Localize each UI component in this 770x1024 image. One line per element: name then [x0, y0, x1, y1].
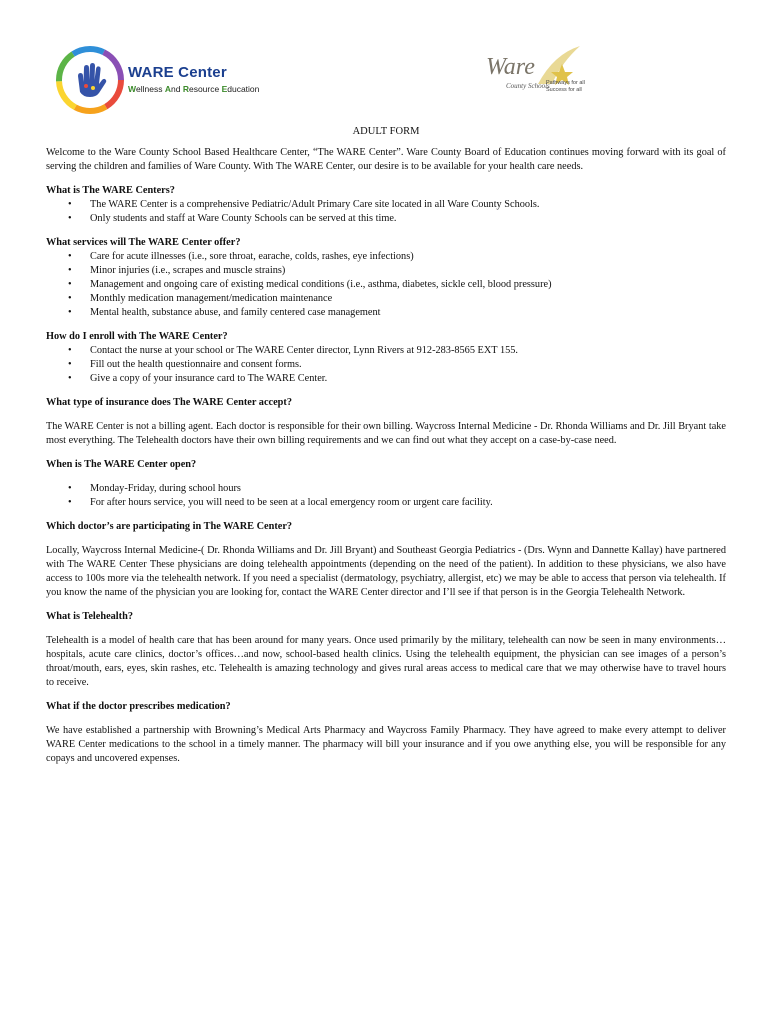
section-enroll — [46, 330, 726, 386]
section-heading: Which doctor’s are participating in The WARE Center? — [46, 521, 293, 532]
section-medication — [46, 700, 726, 766]
section-telehealth — [46, 610, 726, 690]
section-open — [46, 458, 726, 510]
intro-paragraph: Welcome to the Ware County School Based Healthcare Center, “The WARE Center”. Ware County Board of Education continues moving forward with its goal of serving the children and families of Ware County. With The WARE Center, our desire is to be available for your health care needs. — [46, 147, 726, 172]
list-item: • Monthly medication management/medication maintenance — [68, 293, 333, 304]
list-item: • The WARE Center is a comprehensive Pediatric/Adult Primary Care site located in all Ware County Schools. — [68, 199, 540, 210]
section-what-is — [46, 184, 726, 226]
section-body: We have established a partnership with Browning’s Medical Arts Pharmacy and Waycross Family Pharmacy. They have agreed to make every attempt to deliver WARE Center medications to the school in a timely manner. The pharmacy will bill your insurance and if you owe anything else, you will be responsible for any copays and uncovered expenses. — [46, 725, 726, 764]
section-doctors — [46, 520, 726, 600]
list-item: • Contact the nurse at your school or The WARE Center director, Lynn Rivers at 912-283-8565 EXT 155. — [68, 345, 518, 356]
list-item: • Management and ongoing care of existing medical conditions (i.e., asthma, diabetes, sickle cell, blood pressure) — [68, 279, 552, 290]
hand-logo-icon — [56, 46, 124, 114]
list-item: • Minor injuries (i.e., scrapes and muscle strains) — [68, 265, 286, 276]
section-heading: What if the doctor prescribes medication? — [46, 701, 231, 712]
list-item: • Only students and staff at Ware County Schools can be served at this time. — [68, 213, 397, 224]
list-item: • For after hours service, you will need to be seen at a local emergency room or urgent care facility. — [68, 497, 493, 508]
list-item: • Monday-Friday, during school hours — [68, 483, 241, 494]
logo-county-schools: County Schools — [506, 82, 550, 90]
section-heading: What type of insurance does The WARE Center accept? — [46, 397, 292, 408]
list-item: • Care for acute illnesses (i.e., sore throat, earache, colds, rashes, eye infections) — [68, 251, 414, 262]
form-title: ADULT FORM — [352, 126, 420, 137]
bullet-list — [46, 198, 726, 226]
ware-center-logo — [52, 44, 282, 116]
section-heading: What is Telehealth? — [46, 611, 133, 622]
section-heading: What services will The WARE Center offer? — [46, 237, 241, 248]
section-body: Locally, Waycross Internal Medicine-( Dr. Rhonda Williams and Dr. Jill Bryant) and Southeast Georgia Pediatrics - (Drs. Wynn and Dannette Kallay) have partnered with The WARE Center These physicians are doing telehealth appointments (depending on the need of the patient). In addition to these physicians, we also have access to 100s more via the telehealth network. If you need a specialist (dermatology, psychiatry, allergist, etc) we may be able to access that person via telehealth. If you know the name of the physician you are looking for, contact the WARE Center director and I’ll see if that person is in the Georgia Telehealth Network. — [46, 545, 726, 598]
bullet-list — [46, 250, 726, 320]
section-heading: How do I enroll with The WARE Center? — [46, 331, 228, 342]
list-item: • Fill out the health questionnaire and consent forms. — [68, 359, 302, 370]
logo-ware-text: Ware — [486, 54, 535, 80]
bullet-list — [46, 344, 726, 386]
document-body — [46, 125, 726, 776]
list-item: • Give a copy of your insurance card to The WARE Center. — [68, 373, 328, 384]
section-services — [46, 236, 726, 320]
section-body: The WARE Center is not a billing agent. Each doctor is responsible for their own billing. Waycross Internal Medicine - Dr. Rhonda Williams and Dr. Jill Bryant take most everything. The Telehealth doctors have their own billing requirements and we can find out what they accept on a case-by-case need. — [46, 421, 726, 446]
section-heading: What is The WARE Centers? — [46, 185, 175, 196]
logo-tagline: Pathways for all Success for all — [546, 80, 585, 93]
list-item: • Mental health, substance abuse, and family centered case management — [68, 307, 381, 318]
logo-subtitle: Wellness And Resource Education — [128, 84, 260, 94]
section-heading: When is The WARE Center open? — [46, 459, 197, 470]
section-insurance — [46, 396, 726, 448]
section-body: Telehealth is a model of health care that has been around for many years. Once used primarily by the military, telehealth can now be seen in many environments…hospitals, acute care clinics, doctor’s offices…and now, school-based health clinics. Using the telehealth equipment, the physician can see images of a person’s throat/mouth, ears, eyes, skin rashes, etc. Telehealth is amazing technology and gives rural areas access to medical care that we may otherwise have to travel hours to receive. — [46, 635, 726, 688]
ware-county-schools-logo — [474, 44, 586, 104]
logo-title: WARE Center — [128, 64, 227, 81]
bullet-list — [46, 482, 726, 510]
